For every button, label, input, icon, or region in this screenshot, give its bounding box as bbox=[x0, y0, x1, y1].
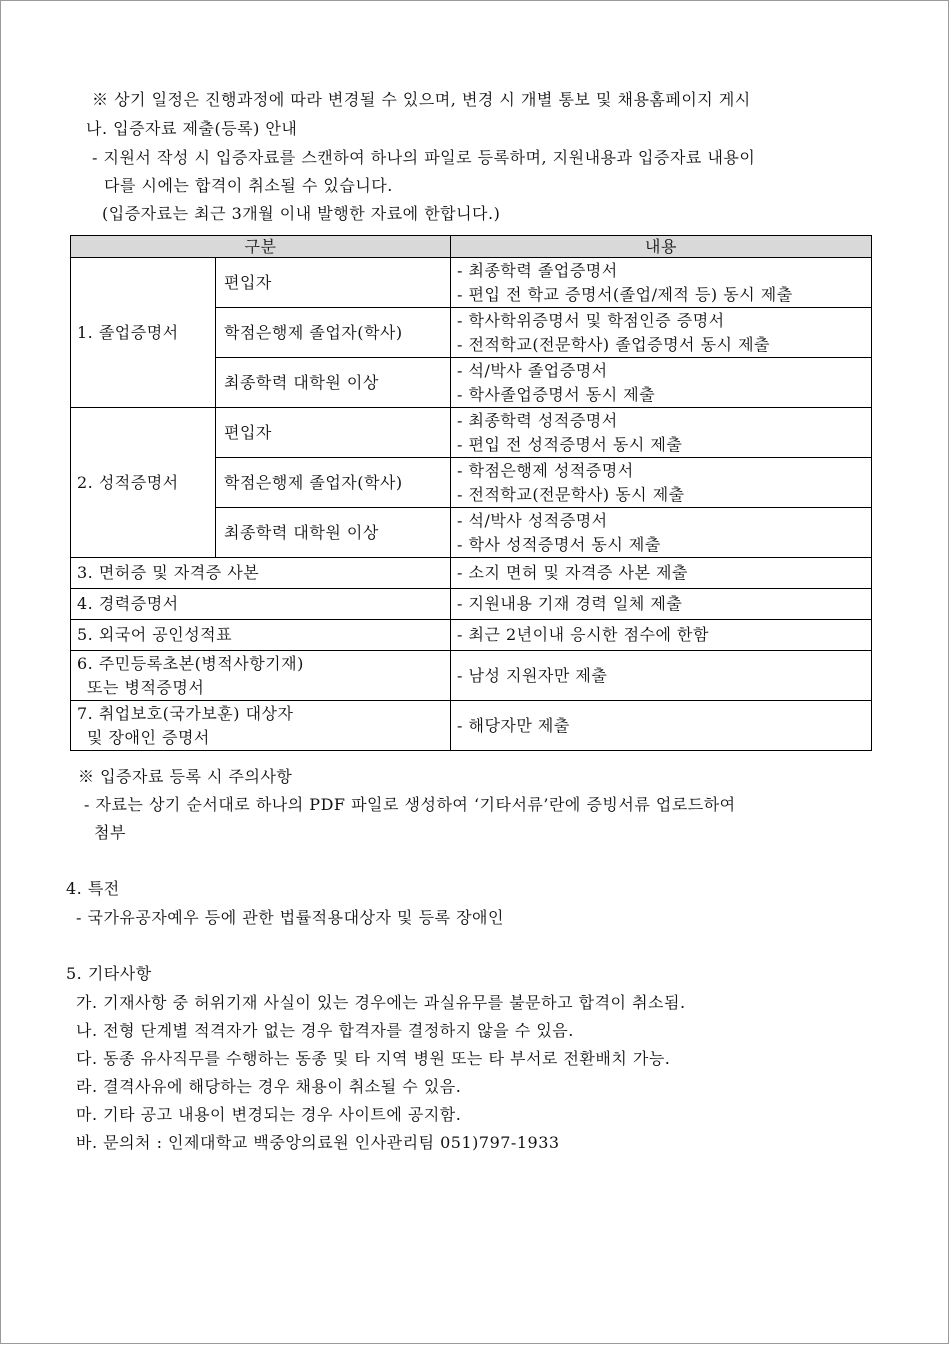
content-cell: - 소지 면허 및 자격증 사본 제출 bbox=[451, 558, 872, 589]
content-cell: - 지원내용 기재 경력 일체 제출 bbox=[451, 589, 872, 620]
table-header-row bbox=[71, 236, 872, 258]
content-cell bbox=[451, 308, 872, 358]
section5-item: 바. 문의처 : 인제대학교 백중앙의료원 인사관리팀 051)797-1933 bbox=[76, 1133, 560, 1152]
content-line: - 학사 성적증명서 동시 제출 bbox=[457, 534, 661, 554]
table-row bbox=[71, 558, 872, 589]
table-row bbox=[71, 408, 872, 458]
sub-category: 최종학력 대학원 이상 bbox=[216, 508, 451, 558]
submission-desc-line1: - 지원서 작성 시 입증자료를 스캔하여 하나의 파일로 등록하며, 지원내용과 입증자료 내용이 bbox=[92, 148, 756, 167]
row-label-license: 3. 면허증 및 자격증 사본 bbox=[71, 558, 451, 589]
submission-guide-title: 나. 입증자료 제출(등록) 안내 bbox=[86, 119, 298, 138]
content-cell bbox=[451, 258, 872, 308]
content-cell: - 최근 2년이내 응시한 점수에 한함 bbox=[451, 620, 872, 651]
sub-category: 학점은행제 졸업자(학사) bbox=[216, 458, 451, 508]
row-label-line: 또는 병적증명서 bbox=[87, 677, 205, 697]
content-cell bbox=[451, 408, 872, 458]
section5-item: 가. 기재사항 중 허위기재 사실이 있는 경우에는 과실유무를 불문하고 합격이 취소됨. bbox=[76, 993, 686, 1012]
table-row bbox=[71, 701, 872, 751]
section5-item: 라. 결격사유에 해당하는 경우 채용이 취소될 수 있음. bbox=[76, 1077, 462, 1096]
content-line: - 학사졸업증명서 동시 제출 bbox=[457, 384, 656, 404]
content-cell bbox=[451, 508, 872, 558]
content-line: - 편입 전 학교 증명서(졸업/제적 등) 동시 제출 bbox=[457, 284, 793, 304]
submission-desc-line2: 다를 시에는 합격이 취소될 수 있습니다. bbox=[104, 176, 393, 195]
content-line: - 학점은행제 성적증명서 bbox=[457, 460, 634, 480]
submission-desc-line3: (입증자료는 최근 3개월 이내 발행한 자료에 한합니다.) bbox=[102, 204, 501, 223]
content-cell bbox=[451, 458, 872, 508]
caution-line1: - 자료는 상기 순서대로 하나의 PDF 파일로 생성하여 ‘기타서류’란에 증빙서류 업로드하여 bbox=[84, 795, 736, 814]
section5-item: 다. 동종 유사직무를 수행하는 동종 및 타 지역 병원 또는 타 부서로 전환배치 가능. bbox=[76, 1049, 671, 1068]
row-label-line: 7. 취업보호(국가보훈) 대상자 bbox=[77, 703, 294, 723]
row-label-career: 4. 경력증명서 bbox=[71, 589, 451, 620]
content-line: - 전적학교(전문학사) 졸업증명서 동시 제출 bbox=[457, 334, 771, 354]
table-row bbox=[71, 258, 872, 308]
content-line: - 최종학력 성적증명서 bbox=[457, 410, 618, 430]
header-content: 내용 bbox=[451, 236, 872, 258]
row-label-language: 5. 외국어 공인성적표 bbox=[71, 620, 451, 651]
content-cell: - 남성 지원자만 제출 bbox=[451, 651, 872, 701]
section5-title: 5. 기타사항 bbox=[66, 964, 152, 983]
caution-title: ※ 입증자료 등록 시 주의사항 bbox=[78, 767, 293, 786]
document-requirements-table bbox=[70, 235, 872, 751]
row-label-line: 6. 주민등록초본(병적사항기재) bbox=[77, 653, 304, 673]
table-row bbox=[71, 589, 872, 620]
content-line: - 편입 전 성적증명서 동시 제출 bbox=[457, 434, 683, 454]
content-cell bbox=[451, 358, 872, 408]
row-label-military bbox=[71, 651, 451, 701]
content-line: - 최종학력 졸업증명서 bbox=[457, 260, 618, 280]
schedule-note: ※ 상기 일정은 진행과정에 따라 변경될 수 있으며, 변경 시 개별 통보 및 채용홈페이지 게시 bbox=[92, 90, 751, 109]
sub-category: 최종학력 대학원 이상 bbox=[216, 358, 451, 408]
sub-category: 편입자 bbox=[216, 408, 451, 458]
row-label-line: 및 장애인 증명서 bbox=[87, 727, 210, 747]
content-line: - 학사학위증명서 및 학점인증 증명서 bbox=[457, 310, 725, 330]
table-row bbox=[71, 651, 872, 701]
row-label-veteran bbox=[71, 701, 451, 751]
header-category: 구분 bbox=[71, 236, 451, 258]
group-label-transcript: 2. 성적증명서 bbox=[71, 408, 216, 558]
table-row bbox=[71, 620, 872, 651]
sub-category: 편입자 bbox=[216, 258, 451, 308]
content-line: - 석/박사 졸업증명서 bbox=[457, 360, 608, 380]
content-cell: - 해당자만 제출 bbox=[451, 701, 872, 751]
content-line: - 석/박사 성적증명서 bbox=[457, 510, 608, 530]
sub-category: 학점은행제 졸업자(학사) bbox=[216, 308, 451, 358]
section5-item: 나. 전형 단계별 적격자가 없는 경우 합격자를 결정하지 않을 수 있음. bbox=[76, 1021, 574, 1040]
section4-line1: - 국가유공자예우 등에 관한 법률적용대상자 및 등록 장애인 bbox=[76, 908, 504, 927]
section4-title: 4. 특전 bbox=[66, 879, 120, 898]
section5-item: 마. 기타 공고 내용이 변경되는 경우 사이트에 공지함. bbox=[76, 1105, 462, 1124]
group-label-graduation: 1. 졸업증명서 bbox=[71, 258, 216, 408]
content-line: - 전적학교(전문학사) 동시 제출 bbox=[457, 484, 685, 504]
caution-line2: 첨부 bbox=[94, 823, 126, 842]
